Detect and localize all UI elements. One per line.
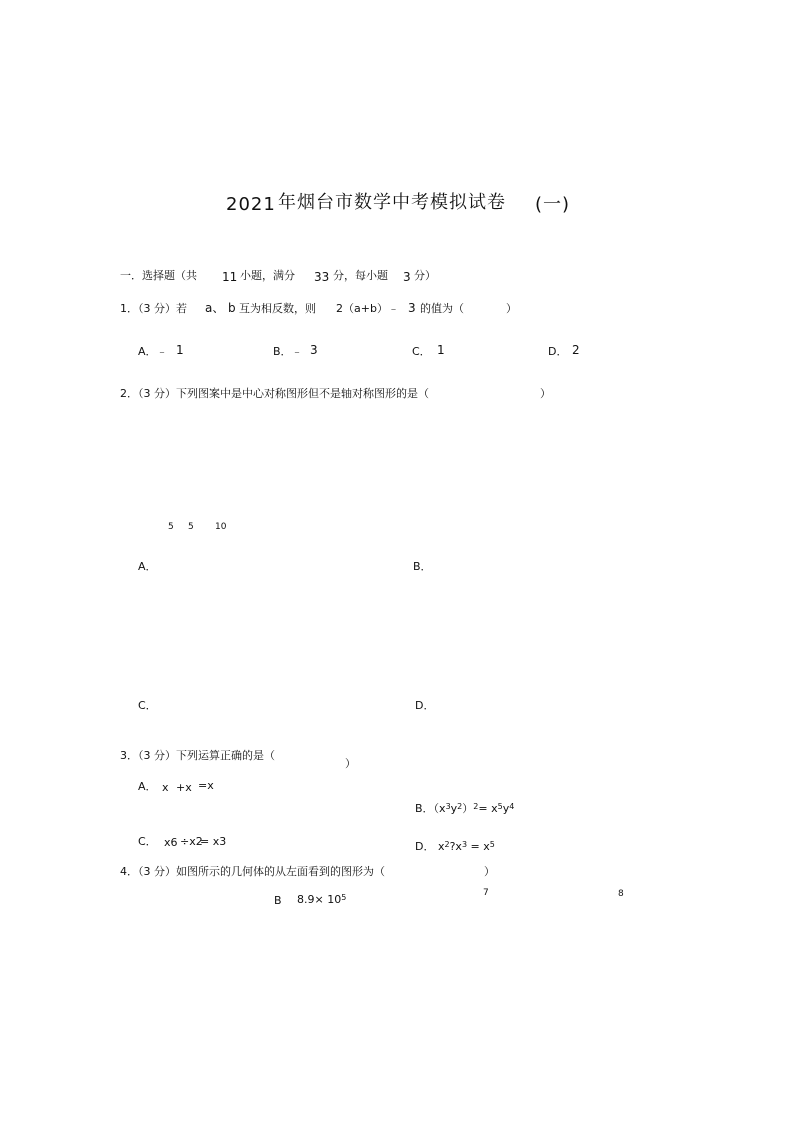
- q1-stem-c: 的值为（: [420, 302, 464, 315]
- q4-stray-7: 7: [483, 888, 489, 898]
- title-paren: (一): [535, 194, 571, 215]
- q4-stem: 4．（3 分）如图所示的几何体的从左面看到的图形为（: [120, 865, 385, 878]
- q1-option-c-label: C．: [412, 345, 431, 358]
- q2-stem: 2．（3 分）下列图案中是中心对称图形但不是轴对称图形的是（: [120, 387, 429, 400]
- q4-close: ）: [484, 865, 495, 878]
- q3-option-a-x1: x: [162, 781, 169, 794]
- q3-option-b-sup3: 2: [473, 802, 479, 811]
- q2-stray-3: 10: [215, 522, 227, 532]
- q3-option-d-mid: ?x: [449, 840, 462, 853]
- section-each: 3: [403, 270, 411, 284]
- q1-option-b-value: 3: [310, 343, 318, 357]
- q3-option-b-sup4: 5: [497, 802, 503, 811]
- q3-close: ）: [345, 757, 356, 770]
- section-count: 11: [222, 270, 238, 284]
- q2-option-a: A．: [138, 560, 157, 573]
- q3-option-d-x: x: [437, 840, 445, 853]
- q3-option-b: [415, 802, 514, 815]
- q3-option-a-label: A．: [138, 780, 157, 793]
- q3-option-a-eq: =x: [198, 779, 214, 792]
- q4-stray-8: 8: [618, 889, 624, 899]
- q2-option-b: B．: [413, 560, 432, 573]
- q4-option-b-value: [297, 893, 346, 906]
- q3-option-a-plus: +x: [176, 781, 192, 794]
- q1-stem-a: 1．（3 分）若: [120, 302, 187, 315]
- q1-num: 3: [408, 301, 416, 315]
- q2-stray-2: 5: [188, 522, 194, 532]
- q3-option-b-y: y: [450, 802, 458, 815]
- q3-option-b-eq: = x: [478, 802, 498, 815]
- section-suffix: 分）: [414, 269, 436, 282]
- q3-option-b-label: B．（x: [415, 802, 446, 815]
- q1-option-d-label: D．: [548, 345, 568, 358]
- q1-expr: 2（a+b）﹣: [336, 302, 399, 315]
- q1-var-b: b: [228, 301, 236, 315]
- q1-option-b-label: B．﹣: [273, 345, 303, 358]
- q3-option-d-eq: = x: [470, 840, 490, 853]
- q3-option-c-div: ÷x2: [180, 835, 203, 848]
- q4-option-b-label: B: [274, 894, 282, 907]
- q3-option-b-close: ）: [462, 802, 474, 815]
- q3-option-d: [415, 840, 495, 853]
- q3-option-c-eq: = x3: [200, 835, 227, 848]
- q1-var-a: a、: [205, 301, 225, 315]
- q3-option-d-sup1: 2: [444, 840, 450, 849]
- q3-option-c-label: C．: [138, 835, 157, 848]
- q1-option-a-value: 1: [176, 343, 184, 357]
- q3-option-d-sup2: 3: [461, 840, 468, 849]
- q3-option-b-y2: y: [502, 802, 510, 815]
- q2-option-c: C．: [138, 699, 157, 712]
- q1-option-a-label: A．﹣: [138, 345, 168, 358]
- q3-option-c-x6: x6: [164, 836, 178, 849]
- q1-option-c-value: 1: [437, 343, 445, 357]
- q2-close: ）: [540, 387, 551, 400]
- q3-option-b-sup2: 2: [457, 802, 463, 811]
- q3-stem: 3．（3 分）下列运算正确的是（: [120, 749, 275, 762]
- q3-option-d-label: D．: [415, 840, 435, 853]
- section-prefix: 一．选择题（共: [120, 269, 197, 282]
- q3-option-b-sup1: 3: [445, 802, 451, 811]
- q4-option-b-number: 8.9× 10: [297, 893, 342, 906]
- section-total: 33: [314, 270, 330, 284]
- q1-stem-b: 互为相反数，则: [239, 302, 316, 315]
- q2-option-d: D．: [415, 699, 435, 712]
- section-mid1: 小题，满分: [240, 269, 295, 282]
- q1-option-d-value: 2: [572, 343, 580, 357]
- q4-option-b-sup: 5: [341, 893, 347, 902]
- section-mid2: 分，每小题: [333, 269, 388, 282]
- q3-option-b-sup5: 4: [509, 802, 515, 811]
- page-title: 年烟台市数学中考模拟试卷: [278, 192, 506, 213]
- q1-close: ）: [506, 302, 517, 315]
- q3-option-d-sup3: 5: [489, 840, 495, 849]
- q2-stray-1: 5: [168, 522, 174, 532]
- title-year: 2021: [226, 194, 276, 215]
